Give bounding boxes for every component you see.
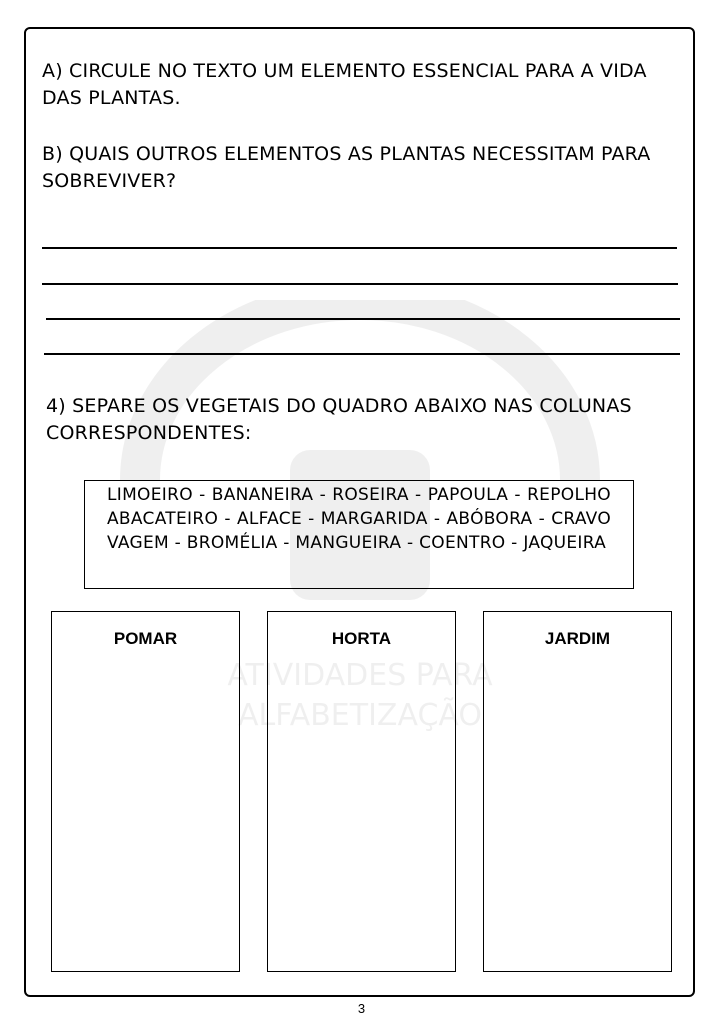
question-a: A) CIRCULE NO TEXTO UM ELEMENTO ESSENCIAL PARA A VIDA DAS PLANTAS. [42,60,647,109]
column-title: HORTA [331,629,392,648]
svg-text:ALFABETIZAÇÃO: ALFABETIZAÇÃO [237,698,483,733]
question-4: 4) SEPARE OS VEGETAIS DO QUADRO ABAIXO NAS COLUNAS CORRESPONDENTES: [46,395,632,444]
column-title: JARDIM [544,629,611,648]
svg-text:ATIVIDADES PARA: ATIVIDADES PARA [227,658,493,693]
column-title: POMAR [113,629,178,648]
answer-line[interactable] [44,353,680,355]
question-b: B) QUAIS OUTROS ELEMENTOS AS PLANTAS NECESSITAM PARA SOBREVIVER? [42,143,651,192]
answer-line[interactable] [42,283,678,285]
answer-line[interactable] [42,247,677,249]
column-horta[interactable] [267,611,456,972]
answer-line[interactable] [46,318,680,320]
column-pomar[interactable] [51,611,240,972]
word-box: LIMOEIRO - BANANEIRA - ROSEIRA - PAPOULA - REPOLHO ABACATEIRO - ALFACE - MARGARIDA - ABÓBORA - CRAVO VAGEM - BROMÉLIA - MANGUEIRA - COENTRO - JAQUEIRA [84,480,634,589]
column-jardim[interactable] [483,611,672,972]
page-number: 3 [357,1001,366,1016]
